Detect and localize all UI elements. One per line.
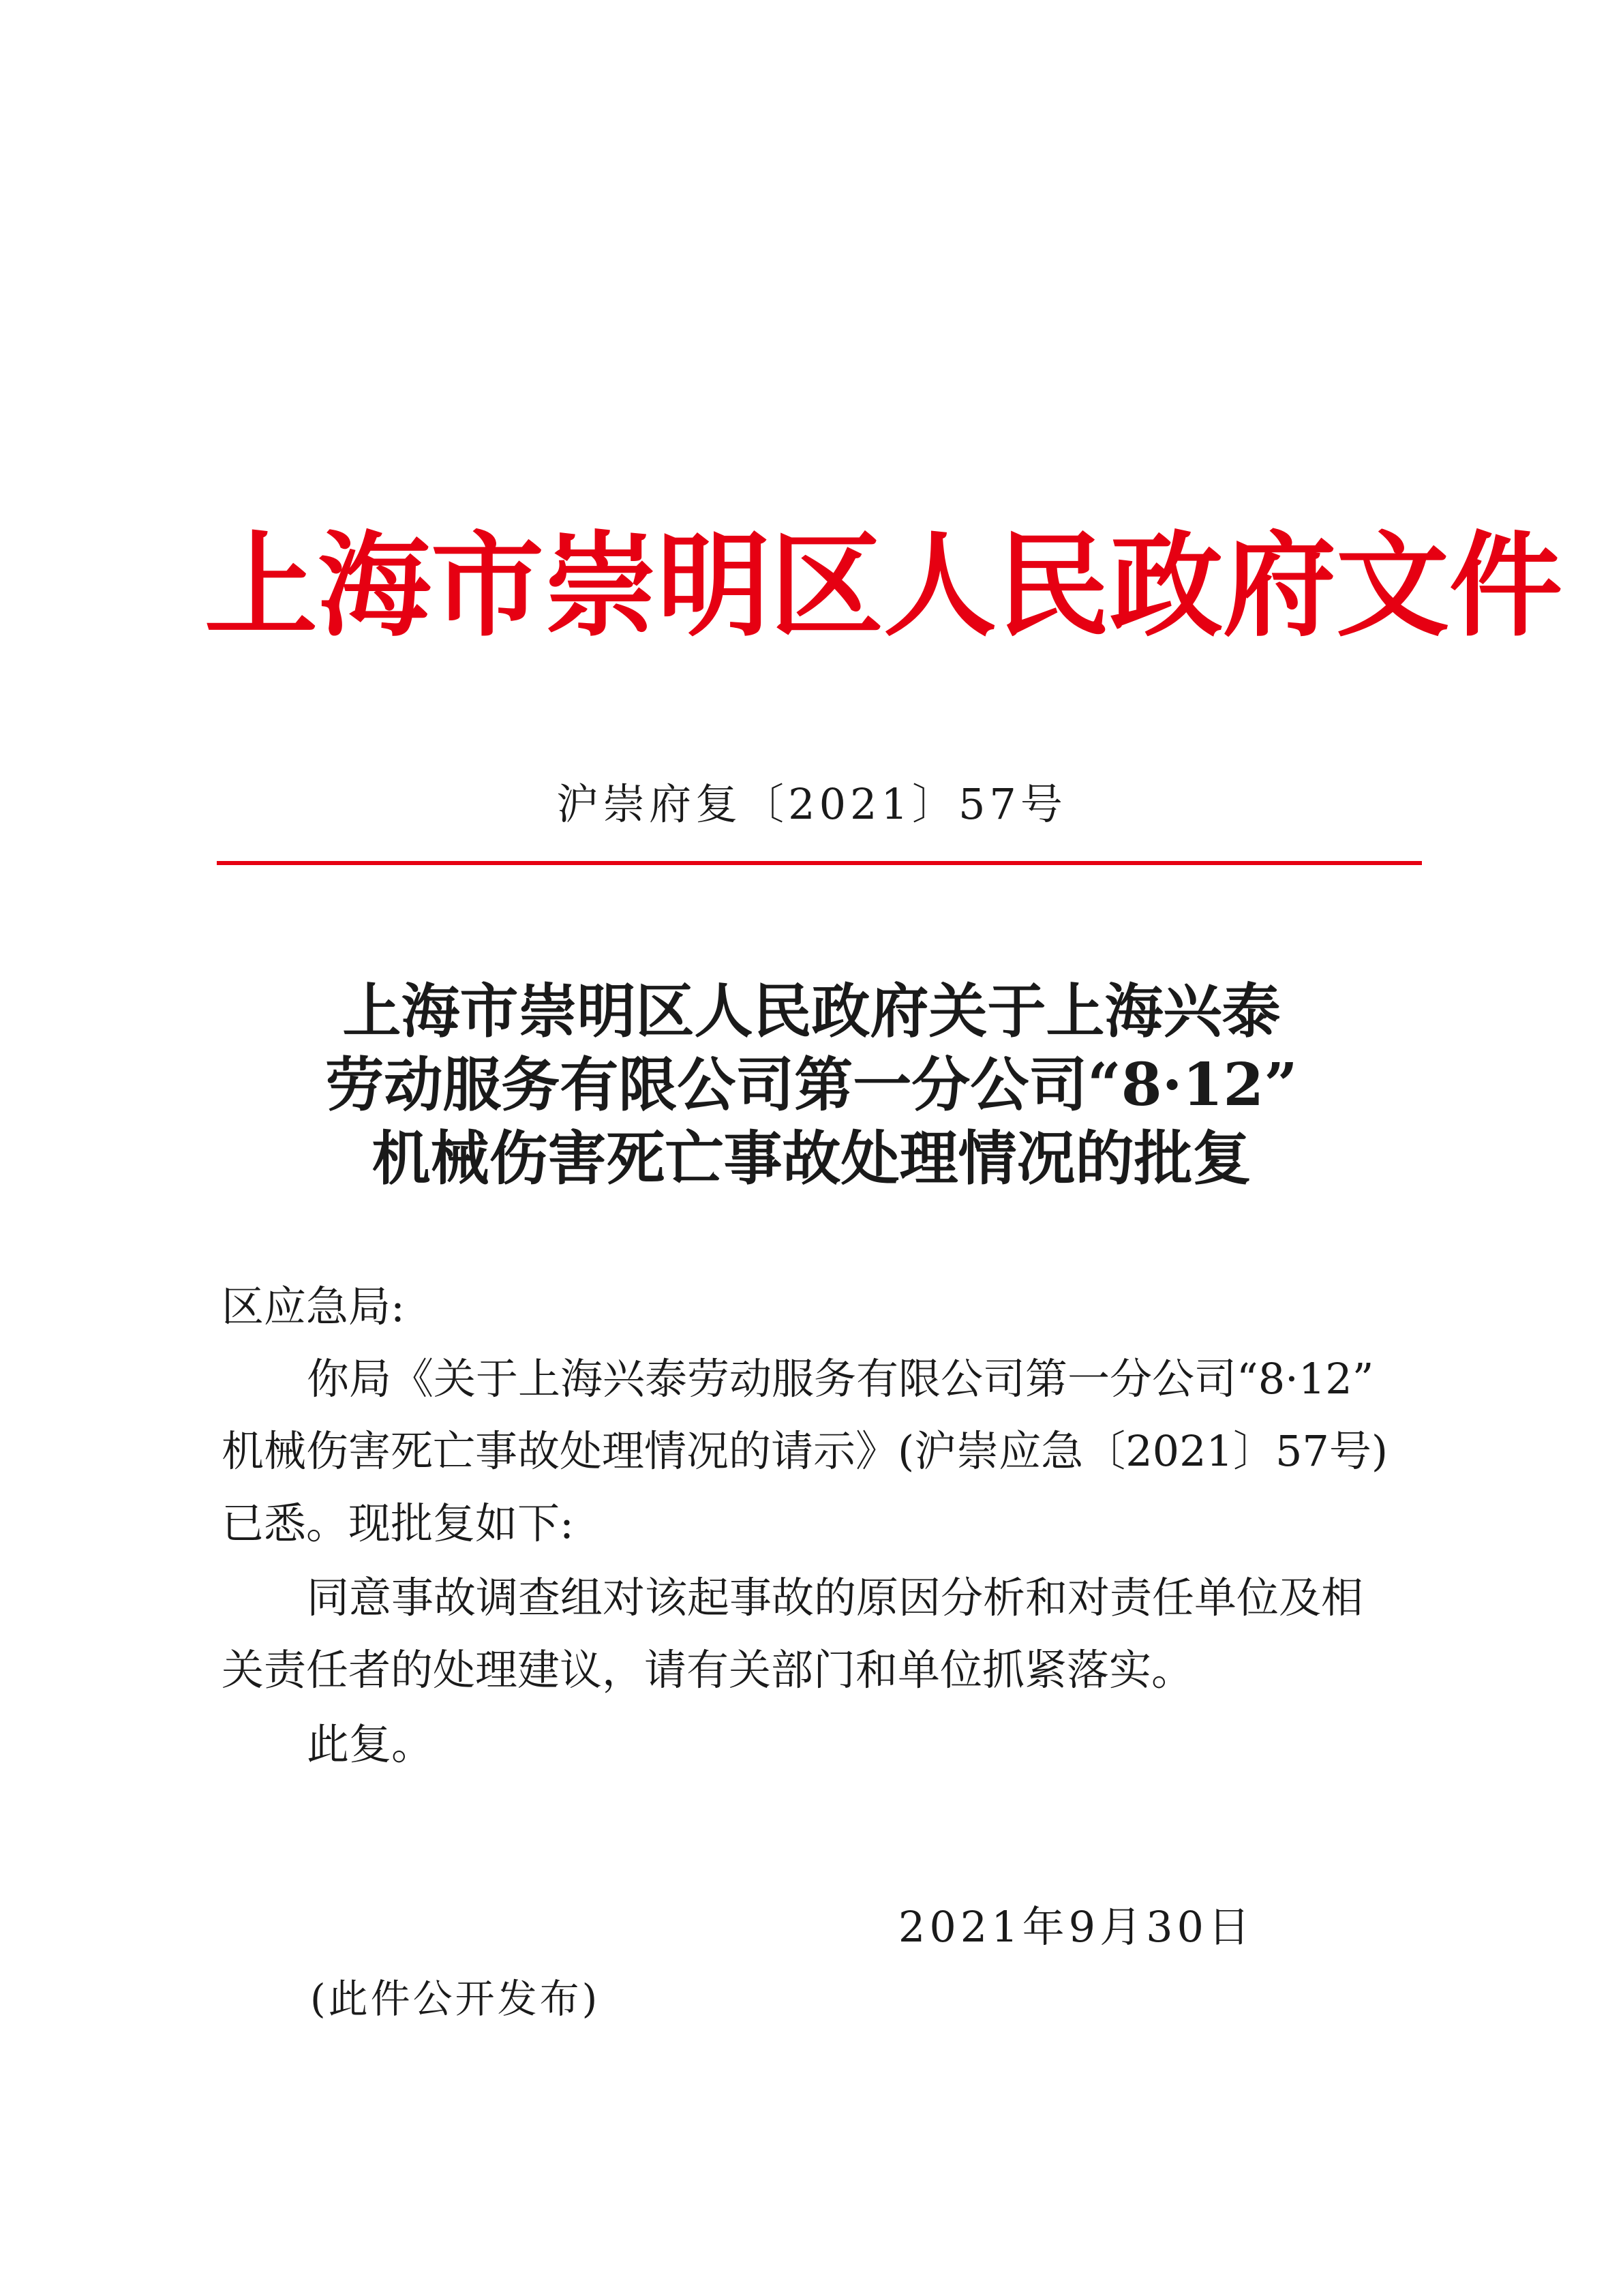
title-line-1: 上海市崇明区人民政府关于上海兴泰: [342, 977, 1281, 1046]
masthead-title: 上海市崇明区人民政府文件: [204, 519, 1562, 652]
paragraph-request: [222, 1353, 1425, 1569]
title-line-3: 机械伤害死亡事故处理情况的批复: [371, 1124, 1252, 1193]
paragraph-line: 机械伤害死亡事故处理情况的请示》(沪崇应急〔2021〕57号): [222, 1426, 1389, 1476]
addressee: 区应急局:: [222, 1282, 405, 1331]
paragraph-line: 同意事故调查组对该起事故的原因分析和对责任单位及相: [307, 1573, 1364, 1622]
paragraph-line: 关责任者的处理建议，请有关部门和单位抓紧落实。: [222, 1645, 1194, 1695]
paragraph-line: 你局《关于上海兴泰劳动服务有限公司第一分公司“8·12”: [307, 1354, 1374, 1404]
public-release-note: (此件公开发布): [310, 1976, 601, 2022]
red-divider-rule: [217, 861, 1422, 865]
issue-date: 2021年9月30日: [898, 1902, 1254, 1952]
paragraph-line: 已悉。现批复如下:: [222, 1498, 574, 1548]
title-line-2: 劳动服务有限公司第一分公司“8·12”: [325, 1051, 1298, 1119]
document-number: 沪崇府复〔2021〕57号: [556, 779, 1067, 829]
closing-remark: 此复。: [307, 1719, 434, 1769]
document-title: [204, 975, 1419, 1196]
paragraph-approval: [222, 1571, 1425, 1716]
